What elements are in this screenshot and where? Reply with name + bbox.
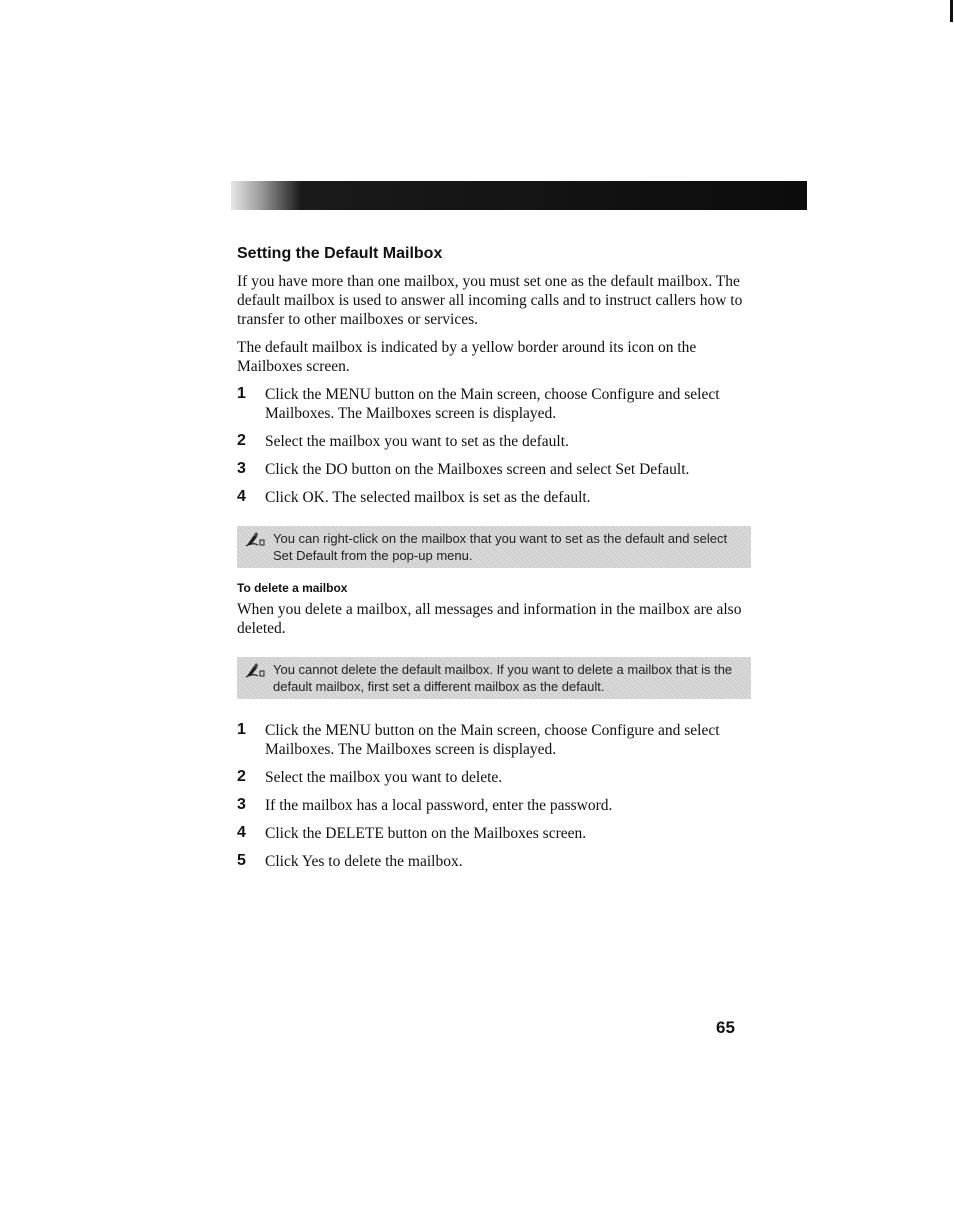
step-number: 4 bbox=[237, 488, 246, 505]
step-text: If the mailbox has a local password, enter the password. bbox=[265, 797, 613, 814]
step-text: Select the mailbox you want to set as the default. bbox=[265, 433, 569, 450]
intro-paragraph: The default mailbox is indicated by a yellow border around its icon on the Mailboxes screen. bbox=[237, 339, 697, 375]
warning-note-text: You cannot delete the default mailbox. If you want to delete a mailbox that is the default mailbox, first set a different mailbox as the default. bbox=[273, 662, 733, 694]
step-item bbox=[237, 768, 757, 787]
step-number: 4 bbox=[237, 824, 246, 841]
step-number: 2 bbox=[237, 768, 246, 785]
tip-note bbox=[237, 526, 751, 568]
step-text: Click the MENU button on the Main screen, choose Configure and select Mailboxes. The Mailboxes screen is displayed. bbox=[265, 386, 720, 422]
step-number: 2 bbox=[237, 432, 246, 449]
step-item bbox=[237, 852, 757, 871]
step-number: 1 bbox=[237, 385, 246, 402]
step-text: Click the DO button on the Mailboxes screen and select Set Default. bbox=[265, 461, 690, 478]
step-text: Select the mailbox you want to delete. bbox=[265, 769, 503, 786]
step-text: Click OK. The selected mailbox is set as the default. bbox=[265, 489, 591, 506]
page-content bbox=[237, 244, 757, 880]
writing-hand-icon bbox=[245, 662, 267, 678]
header-bar bbox=[231, 181, 807, 210]
delete-paragraph: When you delete a mailbox, all messages and information in the mailbox are also deleted. bbox=[237, 601, 742, 637]
step-item bbox=[237, 460, 757, 479]
step-item bbox=[237, 824, 757, 843]
page-edge-mark bbox=[950, 0, 953, 22]
step-item bbox=[237, 721, 757, 759]
default-steps-list bbox=[237, 385, 757, 507]
section-title: Setting the Default Mailbox bbox=[237, 245, 443, 262]
delete-steps-list bbox=[237, 721, 757, 871]
tip-note-text: You can right-click on the mailbox that you want to set as the default and select Set Default from the pop-up menu. bbox=[273, 531, 728, 563]
delete-section-title: To delete a mailbox bbox=[237, 581, 348, 595]
step-number: 3 bbox=[237, 460, 246, 477]
step-item bbox=[237, 488, 757, 507]
step-item bbox=[237, 432, 757, 451]
step-number: 3 bbox=[237, 796, 246, 813]
step-item bbox=[237, 796, 757, 815]
page-number: 65 bbox=[716, 1018, 735, 1037]
step-text: Click the DELETE button on the Mailboxes screen. bbox=[265, 825, 587, 842]
step-number: 5 bbox=[237, 852, 246, 869]
step-text: Click the MENU button on the Main screen, choose Configure and select Mailboxes. The Mailboxes screen is displayed. bbox=[265, 722, 720, 758]
step-number: 1 bbox=[237, 721, 246, 738]
step-text: Click Yes to delete the mailbox. bbox=[265, 853, 463, 870]
intro-paragraph: If you have more than one mailbox, you must set one as the default mailbox. The default mailbox is used to answer all incoming calls and to instruct callers how to transfer to other mailboxes or services. bbox=[237, 273, 743, 328]
writing-hand-icon bbox=[245, 531, 267, 547]
step-item bbox=[237, 385, 757, 423]
warning-note bbox=[237, 657, 751, 699]
